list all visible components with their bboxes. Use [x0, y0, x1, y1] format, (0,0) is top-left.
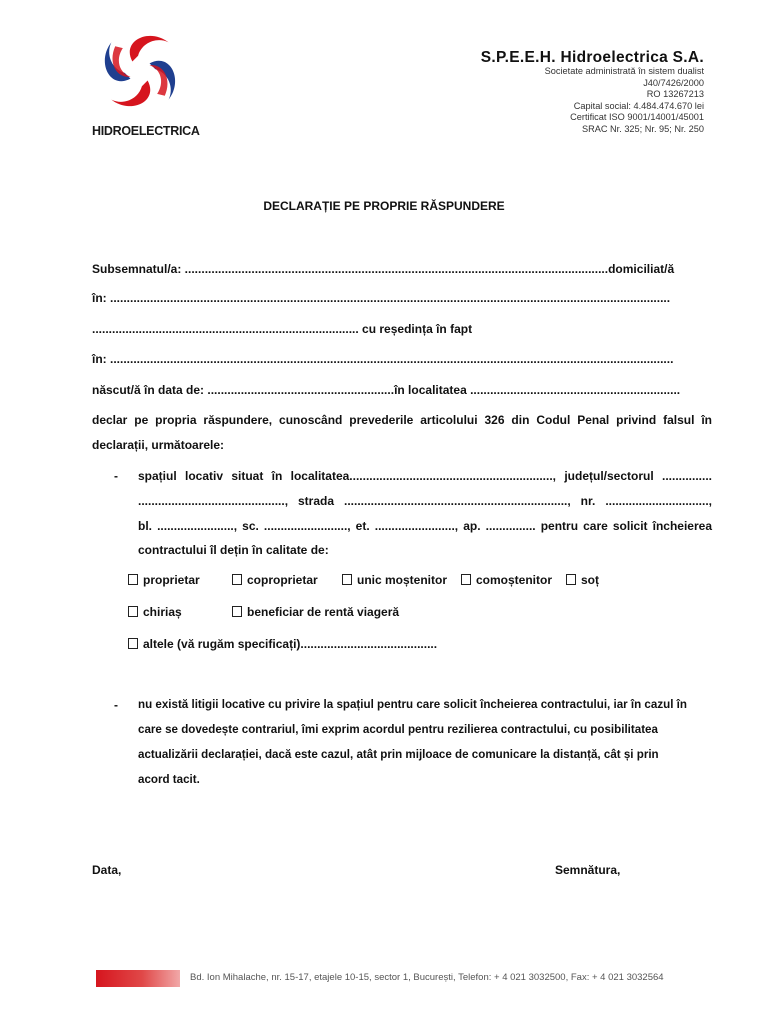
litigation-line-2: care se dovedește contrariul, îmi exprim acordul pentru rezilierea contractului, cu posibilitatea [138, 723, 658, 736]
housing-line-3: bl. ......................., sc. ........................., et. ........................, ap. ............... pentru care solicit încheierea [138, 519, 712, 533]
name-line: Subsemnatul/a: ...............................................................................................................................domiciliat/ă [92, 262, 675, 276]
option-label: chiriaș [143, 605, 182, 619]
footer-accent-bar [96, 970, 180, 987]
checkbox-icon[interactable] [128, 574, 138, 585]
company-structure: Societate administrată în sistem dualist [544, 66, 704, 76]
declaration-line: declar pe propria răspundere, cunoscând prevederile articolului 326 din Codul Penal privind falsul în [92, 413, 712, 427]
checkbox-icon[interactable] [128, 638, 138, 649]
residence-line: ................................................................................ cu reședința în fapt [92, 322, 473, 336]
litigation-line-1: nu există litigii locative cu privire la spațiul pentru care solicit încheierea contractului, iar în cazul în [138, 698, 687, 711]
option-beneficiar-renta[interactable] [232, 605, 399, 619]
checkbox-icon[interactable] [232, 606, 242, 617]
housing-line-4: contractului îl dețin în calitate de: [138, 543, 329, 557]
option-label: coproprietar [247, 573, 318, 587]
option-altele[interactable] [128, 637, 437, 651]
document-title: DECLARAȚIE PE PROPRIE RĂSPUNDERE [263, 199, 505, 213]
company-cui: RO 13267213 [646, 89, 704, 100]
option-label: unic moștenitor [357, 573, 448, 587]
date-label: Data, [92, 863, 122, 877]
option-label: comoștenitor [476, 573, 553, 587]
birth-line: născut/ă în data de: ........................................................în localitatea ............................................................... [92, 383, 681, 397]
option-chirias[interactable] [128, 605, 182, 619]
checkbox-icon[interactable] [128, 606, 138, 617]
checkbox-icon[interactable] [461, 574, 471, 585]
domicile-line: în: ........................................................................................................................................................................ [92, 291, 671, 305]
company-name: S.P.E.E.H. Hidroelectrica S.A. [480, 49, 704, 66]
company-srac: SRAC Nr. 325; Nr. 95; Nr. 250 [581, 123, 704, 134]
hidroelectrica-logo-icon [92, 30, 188, 112]
checkbox-icon[interactable] [566, 574, 576, 585]
housing-line-2: ............................................, strada ..................................................................., nr. ..............................., [138, 494, 712, 508]
option-label: beneficiar de rentă viageră [247, 605, 400, 619]
litigation-line-4: acord tacit. [138, 773, 200, 786]
signature-label: Semnătura, [555, 863, 621, 877]
company-capital: Capital social: 4.484.474.670 lei [573, 100, 704, 111]
declaration-line-2: declarații, următoarele: [92, 438, 225, 452]
housing-line-1: spațiul locativ situat în localitatea............................................................., județul/sectorul ............... [138, 469, 712, 483]
bullet-dash: - [114, 698, 118, 712]
option-label: proprietar [143, 573, 200, 587]
company-registration: J40/7426/2000 [643, 77, 704, 88]
option-comostenitor[interactable] [461, 573, 552, 587]
checkbox-icon[interactable] [232, 574, 242, 585]
company-details [545, 66, 704, 136]
checkbox-icon[interactable] [342, 574, 352, 585]
option-sot[interactable] [566, 573, 599, 587]
footer-address: Bd. Ion Mihalache, nr. 15-17, etajele 10-15, sector 1, București, Telefon: + 4 021 3032500, Fax: + 4 021 3032564 [190, 972, 664, 983]
litigation-line-3: actualizării declarației, dacă este cazul, atât prin mijloace de comunicare la distanță, cât și prin [138, 748, 659, 761]
option-label: soț [581, 573, 599, 587]
company-iso: Certificat ISO 9001/14001/45001 [570, 112, 704, 123]
option-label: altele (vă rugăm specificați)......................................... [143, 637, 438, 651]
logo-wordmark: HIDROELECTRICA [92, 124, 200, 138]
residence-address-line: în: ......................................................................................................................................................................... [92, 352, 674, 366]
option-unic-mostenitor[interactable] [342, 573, 447, 587]
bullet-dash: - [114, 469, 118, 483]
option-coproprietar[interactable] [232, 573, 318, 587]
option-proprietar[interactable] [128, 573, 200, 587]
